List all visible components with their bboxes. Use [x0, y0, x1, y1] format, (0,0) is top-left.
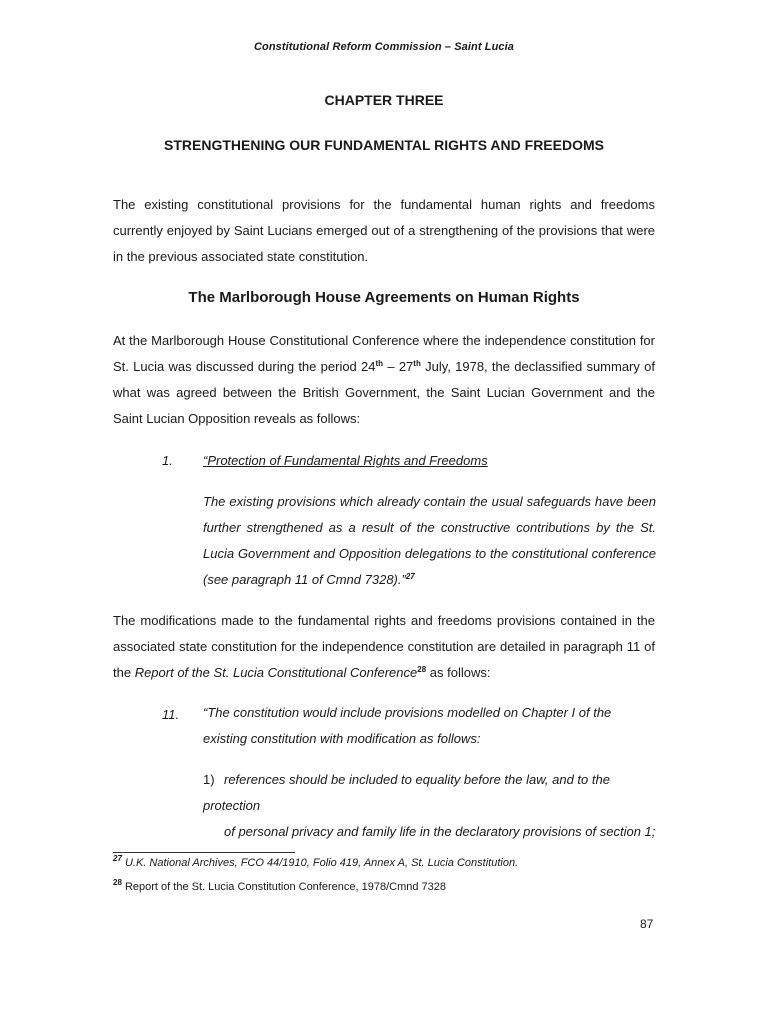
chapter-number: CHAPTER THREE	[324, 92, 444, 108]
page-number: 87	[640, 917, 654, 931]
report-title: Report of the St. Lucia Constitutional Conference	[134, 665, 418, 680]
marlborough-paragraph	[113, 328, 655, 432]
sub-item-1-number: 1)	[203, 772, 215, 787]
marlborough-text-2: July, 1978, the declassified summary of what was agreed between the British Government, the Saint Lucian Government and the Saint Lucian Opposition reveals as follows:	[113, 359, 655, 426]
item-11-number: 11.	[162, 707, 180, 722]
item-1-quote	[203, 489, 656, 593]
sub-item-1	[203, 767, 656, 845]
footnote-28-text: Report of the St. Lucia Constitution Conference, 1978/Cmnd 7328	[124, 881, 446, 893]
footnote-27-text: U.K. National Archives, FCO 44/1910, Folio 419, Annex A, St. Lucia Constitution.	[124, 857, 519, 869]
footnote-divider	[113, 852, 295, 853]
intro-paragraph: The existing constitutional provisions for the fundamental human rights and freedoms currently enjoyed by Saint Lucians emerged out of a strengthening of the provisions that were in the previous associated state constitution.	[113, 197, 655, 264]
sub-item-1-line-2: of personal privacy and family life in the declaratory provisions of section 1;	[224, 824, 656, 839]
item-1-quote-text: The existing provisions which already contain the usual safeguards have been further strengthened as a result of the constructive contributions by the St. Lucia Government and Opposition delegations to the constitutional conference (see paragraph 11 of Cmnd 7328).”	[203, 494, 656, 587]
footnote-ref-27: 27	[405, 572, 415, 581]
footnote-27	[113, 854, 673, 869]
marlborough-dash: – 27	[383, 359, 414, 374]
chapter-title: STRENGTHENING OUR FUNDAMENTAL RIGHTS AND FREEDOMS	[164, 137, 604, 153]
modifications-text-2: as follows:	[426, 665, 491, 680]
superscript-th: th	[375, 359, 384, 368]
footnote-28	[113, 878, 673, 893]
item-1-number: 1.	[162, 453, 173, 468]
item-1-heading: “Protection of Fundamental Rights and Freedoms	[203, 453, 488, 468]
superscript-th: th	[413, 359, 421, 368]
modifications-paragraph	[113, 608, 655, 686]
running-header: Constitutional Reform Commission – Saint Lucia	[253, 41, 515, 53]
section-heading: The Marlborough House Agreements on Human Rights	[188, 289, 580, 306]
marlborough-text-1: At the Marlborough House Constitutional Conference where the independence constitution for St. Lucia was discussed during the period 24	[113, 333, 655, 374]
footnote-27-number: 27	[113, 854, 122, 863]
footnote-28-number: 28	[113, 878, 122, 887]
modifications-text-1: The modifications made to the fundamental rights and freedoms provisions contained in the associated state constitution for the independence constitution are detailed in paragraph 11 of the	[113, 613, 655, 680]
footnote-ref-28: 28	[417, 665, 427, 674]
item-11-text: “The constitution would include provisions modelled on Chapter I of the existing constitution with modification as follows:	[203, 705, 612, 746]
sub-item-1-line-1: references should be included to equality before the law, and to the protection	[203, 772, 610, 813]
